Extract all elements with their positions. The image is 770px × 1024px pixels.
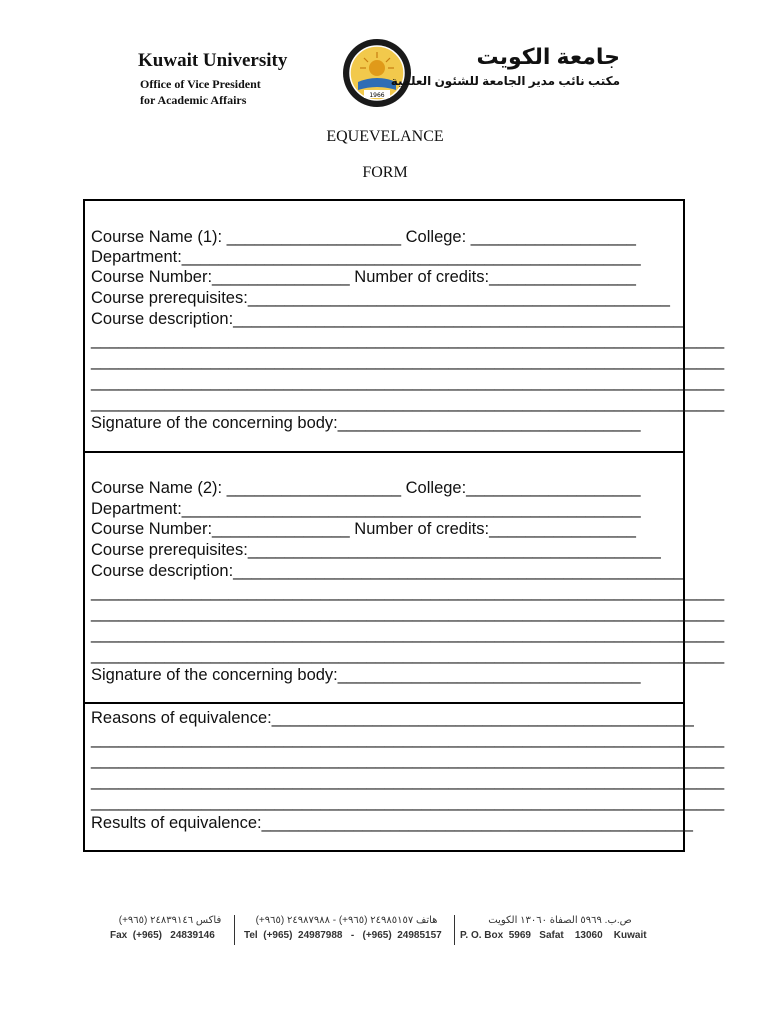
footer-divider [234,915,235,945]
office-name-en [140,76,261,108]
course-2-description-line[interactable]: _____________________________________________________________________ [91,604,725,622]
course-1-description-line[interactable]: _____________________________________________________________________ [91,331,725,349]
office-line-1: Office of Vice President [140,77,261,91]
seal-year: 1966 [369,92,385,99]
university-name-en: Kuwait University [138,50,288,71]
university-name-ar: جامعة الكويت [476,44,620,69]
university-seal-icon [342,38,412,108]
course-2-section [85,453,725,704]
course-1-section [85,201,725,453]
footer-divider [454,915,455,945]
course-1-description-line[interactable]: _____________________________________________________________________ [91,373,725,391]
office-name-ar: مكتب نائب مدير الجامعة للشئون العلمية [390,74,620,88]
course-1-description-field[interactable]: Course description:_________________________________________________ [91,310,683,328]
course-2-prerequisites-field[interactable]: Course prerequisites:_____________________________________________ [91,541,661,559]
course-1-description-line[interactable]: _____________________________________________________________________ [91,394,725,412]
reasons-line[interactable]: _____________________________________________________________________ [91,730,725,748]
course-1-number-field[interactable]: Course Number:_______________ Number of credits:________________ [91,268,636,286]
course-2-number-field[interactable]: Course Number:_______________ Number of credits:________________ [91,520,636,538]
course-1-description-line[interactable]: _____________________________________________________________________ [91,352,725,370]
address-en: P. O. Box 5969 Safat 13060 Kuwait [460,930,647,941]
office-line-2: for Academic Affairs [140,93,247,107]
course-1-department-field[interactable]: Department:__________________________________________________ [91,248,641,266]
address-ar: ص.ب. ٥٩٦٩ الصفاة ١٣٠٦٠ الكويت [488,915,632,926]
course-2-department-field[interactable]: Department:__________________________________________________ [91,500,641,518]
equivalence-section [85,704,725,850]
footer-tel [244,915,449,949]
reasons-line[interactable]: _____________________________________________________________________ [91,772,725,790]
course-1-prerequisites-field[interactable]: Course prerequisites:______________________________________________ [91,289,670,307]
tel-en: Tel (+965) 24987988 - (+965) 24985157 [244,930,442,941]
course-1-signature-field[interactable]: Signature of the concerning body:_________________________________ [91,414,641,432]
reasons-of-equivalence-field[interactable]: Reasons of equivalence:______________________________________________ [91,709,694,727]
equivalence-form [83,199,725,852]
footer-address [460,915,660,949]
course-2-signature-field[interactable]: Signature of the concerning body:_________________________________ [91,666,641,684]
reasons-line[interactable]: _____________________________________________________________________ [91,751,725,769]
course-2-description-line[interactable]: _____________________________________________________________________ [91,583,725,601]
course-1-name-field[interactable]: Course Name (1): ___________________ College: __________________ [91,228,636,246]
form-title-line-1: EQUEVELANCE [326,128,444,145]
course-2-description-line[interactable]: _____________________________________________________________________ [91,646,725,664]
course-2-description-field[interactable]: Course description:_________________________________________________ [91,562,683,580]
course-2-description-line[interactable]: _____________________________________________________________________ [91,625,725,643]
fax-en: Fax (+965) 24839146 [110,930,215,941]
reasons-line[interactable]: _____________________________________________________________________ [91,793,725,811]
footer-contact [110,915,660,949]
course-2-name-field[interactable]: Course Name (2): ___________________ College:___________________ [91,479,641,497]
footer-fax [110,915,230,949]
tel-ar: هاتف ٢٤٩٨٥١٥٧ (٩٦٥+) - ٢٤٩٨٧٩٨٨ (٩٦٥+) [255,915,438,926]
fax-ar: فاكس ٢٤٨٣٩١٤٦ (٩٦٥+) [118,915,222,926]
results-of-equivalence-field[interactable]: Results of equivalence:_______________________________________________ [91,814,693,832]
form-title-line-2: FORM [362,164,408,181]
